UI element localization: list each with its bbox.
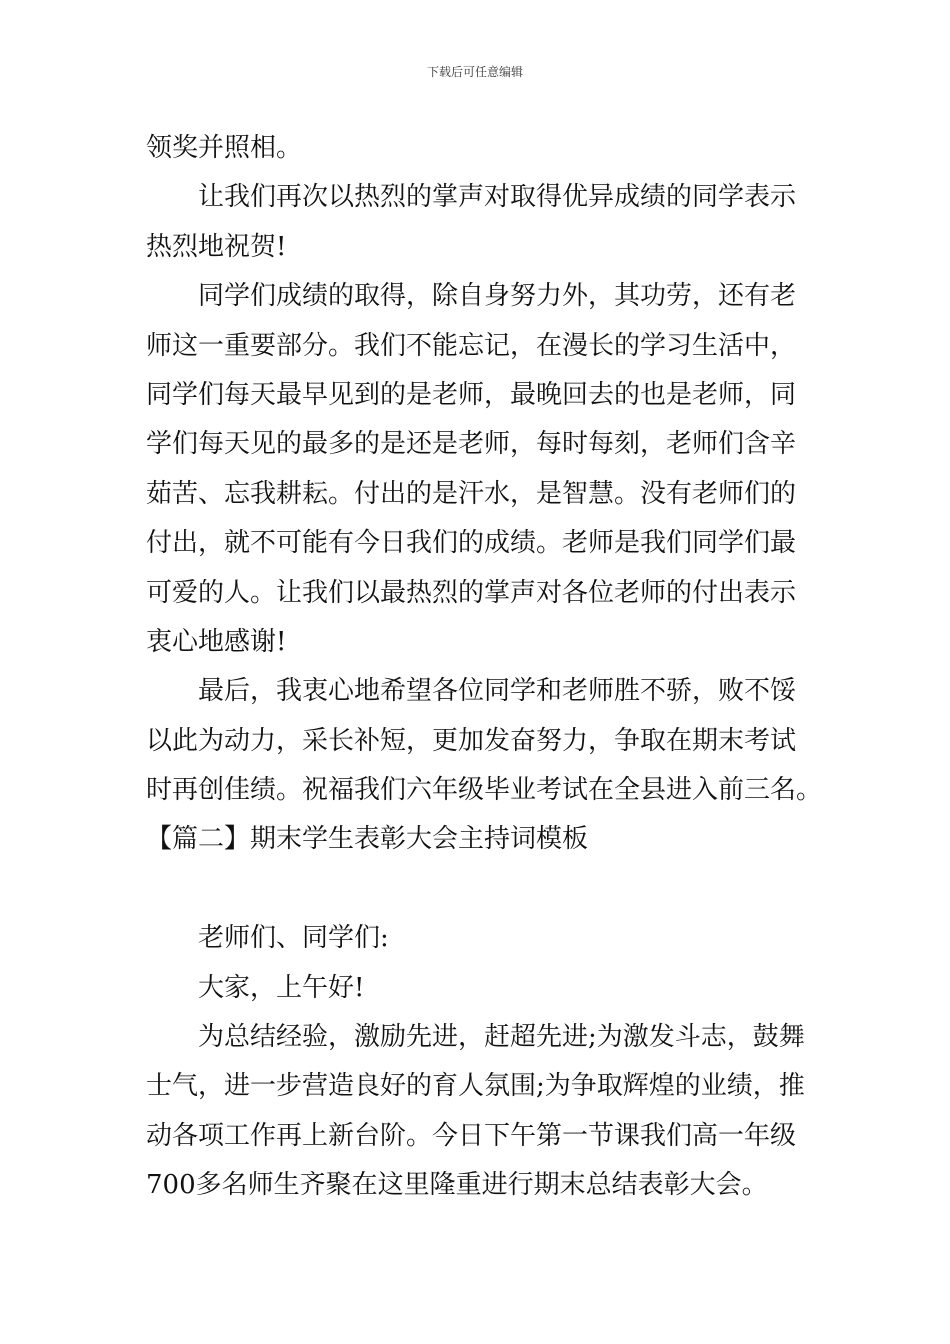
text-line: 时再创佳绩。祝福我们六年级毕业考试在全县进入前三名。	[146, 775, 823, 806]
salutation-line: 老师们、同学们:	[198, 923, 389, 954]
paragraph-start-line: 最后，我衷心地希望各位同学和老师胜不骄，败不馁	[198, 676, 797, 707]
greeting-line: 大家，上午好!	[198, 972, 365, 1003]
paragraph-start-line: 同学们成绩的取得，除自身努力外，其功劳，还有老	[198, 281, 797, 312]
text-line: 付出，就不可能有今日我们的成绩。老师是我们同学们最	[146, 528, 797, 559]
text-line: 以此为动力，采长补短，更加发奋努力，争取在期末考试	[146, 725, 797, 756]
text-line: 学们每天见的最多的是还是老师，每时每刻，老师们含辛	[146, 429, 797, 460]
text-line: 动各项工作再上新台阶。今日下午第一节课我们高一年级	[146, 1120, 797, 1151]
text-line: 同学们每天最早见到的是老师，最晚回去的也是老师，同	[146, 379, 797, 410]
blank-line	[146, 865, 816, 914]
page-header: 下载后可任意编辑	[426, 65, 523, 79]
paragraph-start-line: 为总结经验，激励先进，赶超先进;为激发斗志，鼓舞	[198, 1022, 805, 1053]
text-line: 茹苦、忘我耕耘。付出的是汗水，是智慧。没有老师们的	[146, 478, 797, 509]
text-line: 领奖并照相。	[146, 133, 303, 163]
text-line: 师这一重要部分。我们不能忘记，在漫长的学习生活中，	[146, 330, 797, 361]
text-line: 可爱的人。让我们以最热烈的掌声对各位老师的付出表示	[146, 577, 797, 608]
text-line: 热烈地祝贺!	[146, 231, 287, 262]
text-line: 士气，进一步营造良好的育人氛围;为争取辉煌的业绩，推	[146, 1071, 805, 1102]
text-line: 衷心地感谢!	[146, 626, 287, 657]
document-body	[146, 124, 823, 1211]
paragraph-start-line: 让我们再次以热烈的掌声对取得优异成绩的同学表示	[198, 182, 797, 213]
text-line: 700多名师生齐聚在这里隆重进行期末总结表彰大会。	[146, 1170, 768, 1201]
section-heading: 【篇二】期末学生表彰大会主持词模板	[146, 824, 589, 855]
